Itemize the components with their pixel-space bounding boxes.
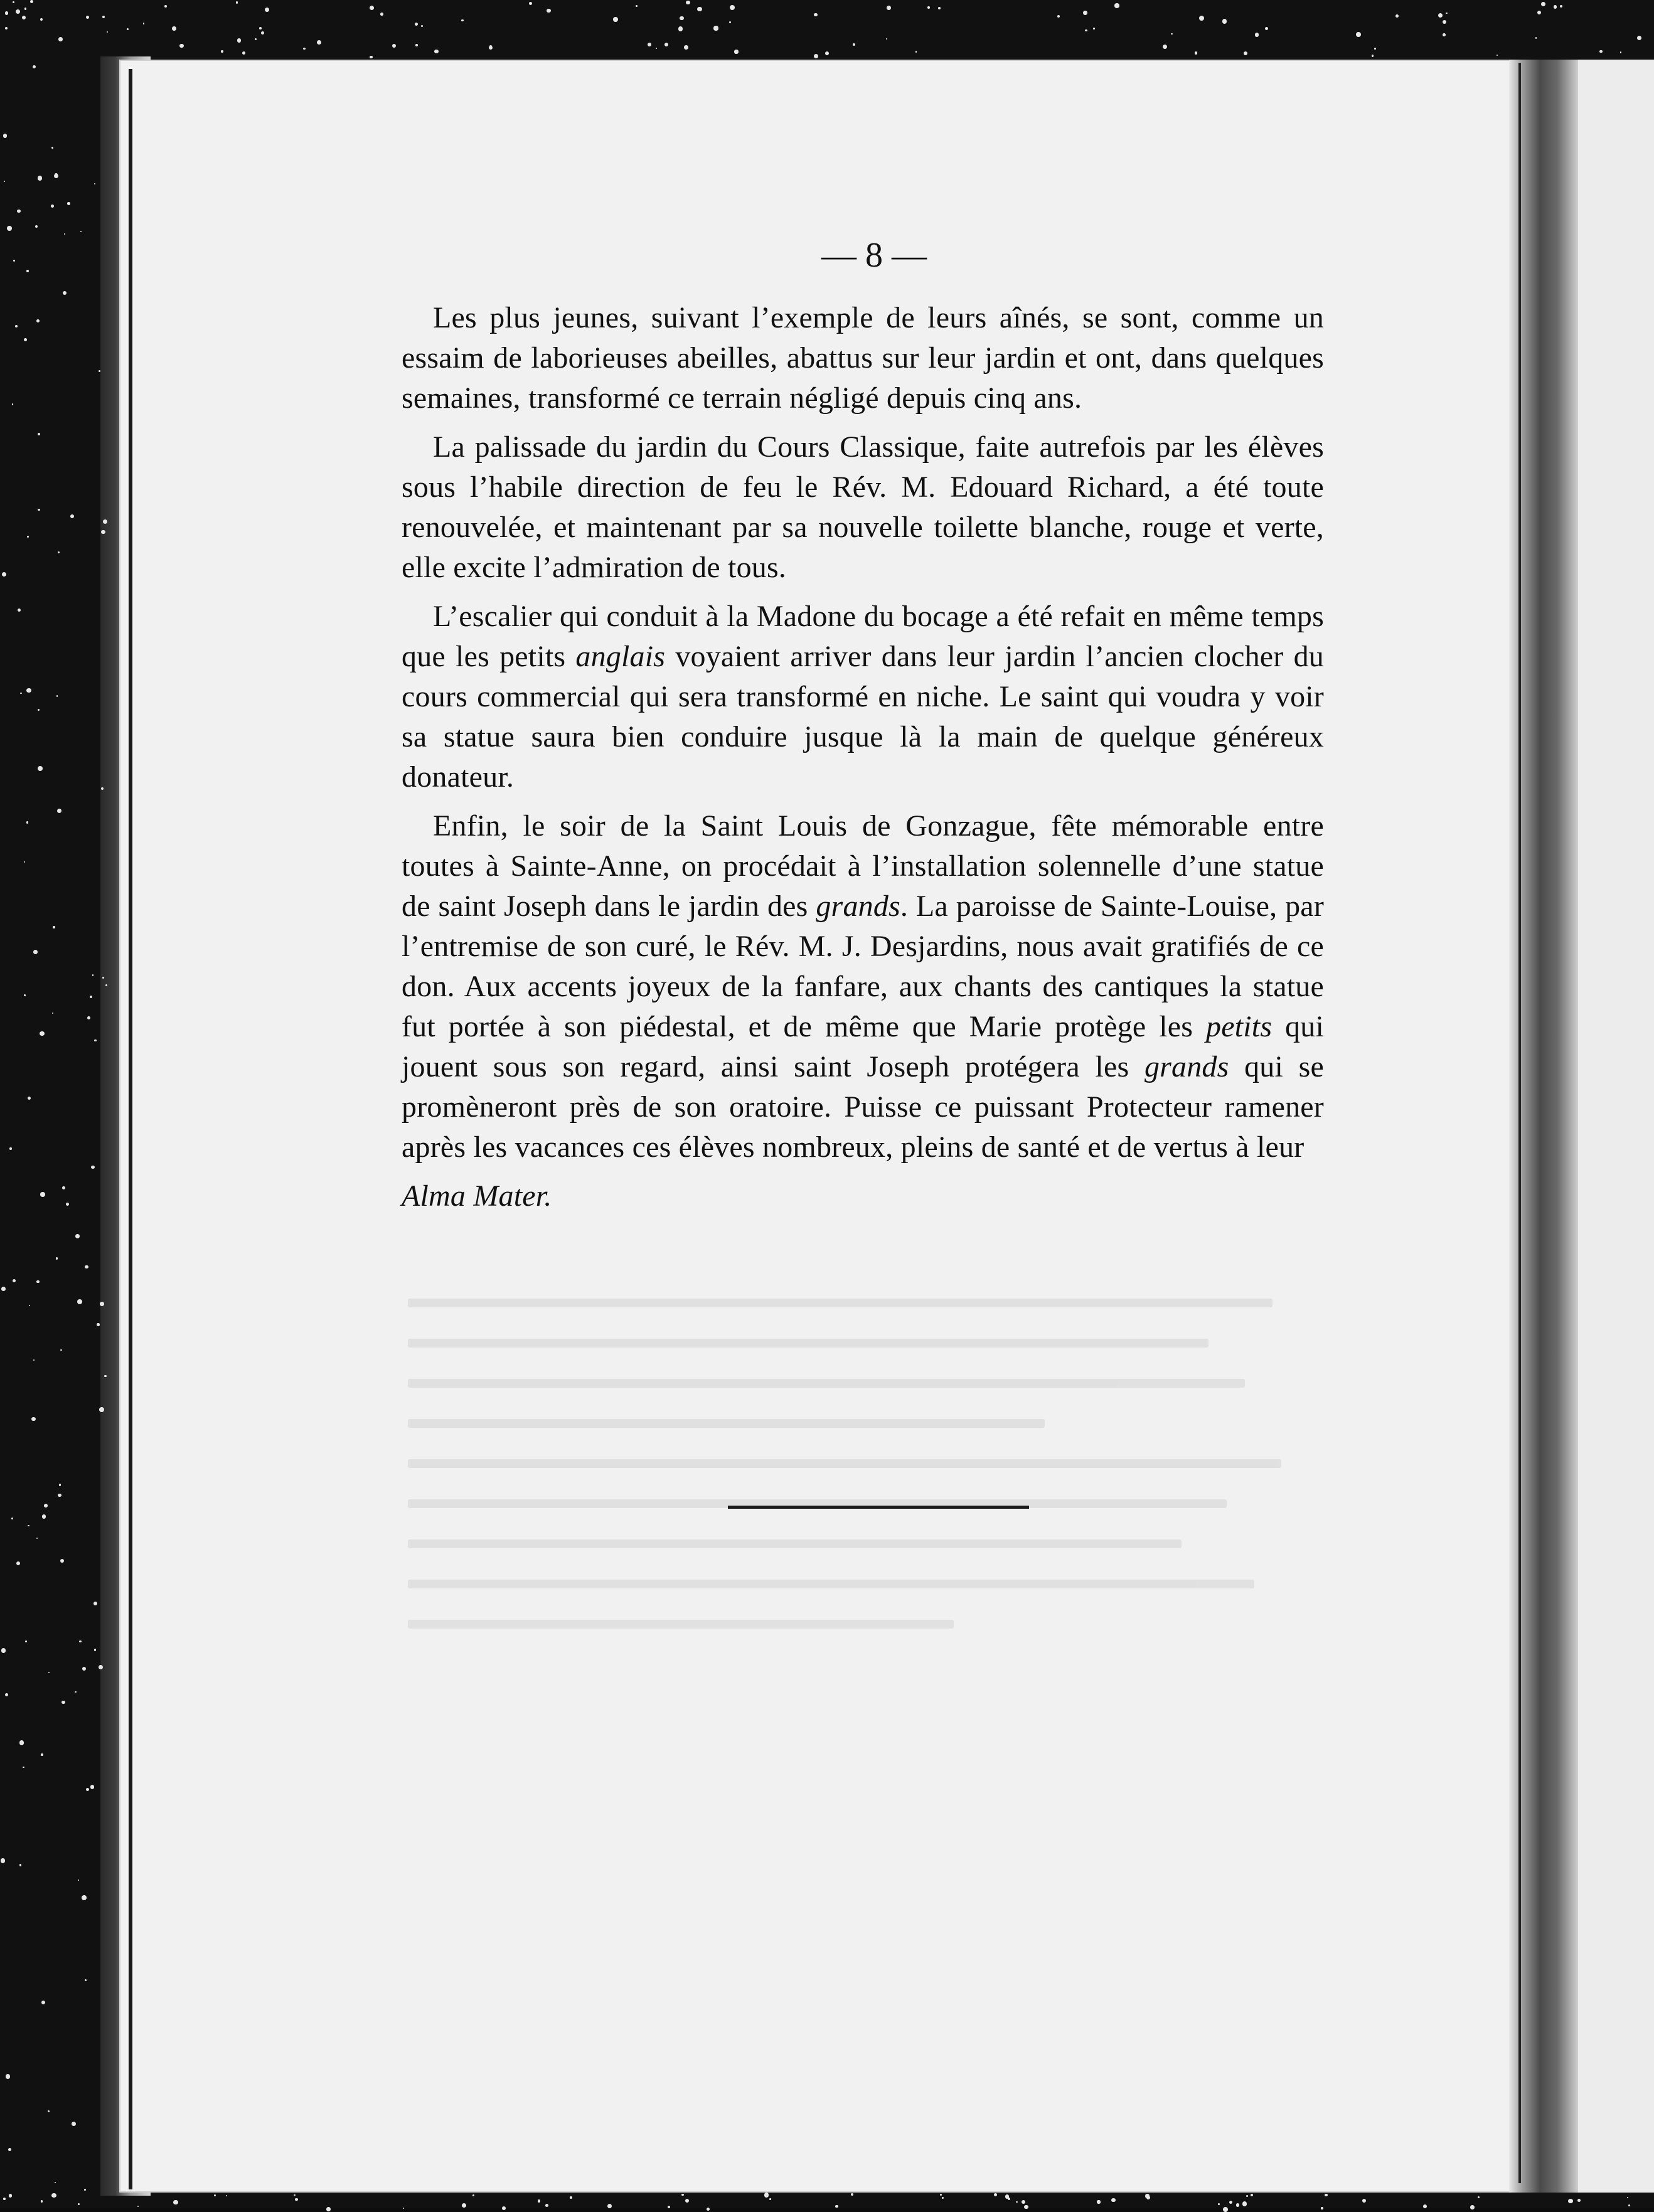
scan-speckle [1114,3,1119,8]
scan-speckle [3,2198,6,2200]
paragraph-saint-joseph-text-3: qui jouent sous son regard, ainsi saint Joseph protégera les [402,1010,1324,1083]
right-page-edge [1518,63,1521,2183]
scan-speckle [1443,33,1446,36]
scan-speckle [58,1494,61,1497]
scan-speckle [164,5,167,8]
scan-speckle [1244,51,1247,55]
scan-speckle [94,1040,96,1041]
scan-speckle [66,1203,69,1206]
scan-speckle [265,8,269,12]
scan-speckle [529,2,532,5]
scan-speckle [58,551,60,553]
scan-speckle [1222,19,1227,24]
scan-speckle [1223,2207,1228,2212]
scan-speckle [236,1,238,3]
scan-speckle [53,926,55,928]
scan-speckle [1372,55,1374,56]
scan-speckle [686,1,690,5]
scan-speckle [1478,2196,1480,2198]
scan-speckle [547,9,551,13]
scan-speckle [1423,2204,1427,2208]
scan-speckle [77,1299,82,1304]
scan-speckle [502,2206,506,2210]
scan-speckle [172,26,176,31]
italic-petits: petits [1206,1010,1273,1043]
scan-speckle [472,2194,474,2196]
scan-speckle [79,1640,81,1642]
scan-speckle [1024,2205,1028,2209]
scan-speckle [55,2182,56,2183]
italic-grands-1: grands [816,890,900,923]
scan-speckle [303,48,306,50]
scan-speckle [104,1375,106,1377]
scan-speckle [853,43,855,46]
paragraph-saint-joseph-text-2: . La paroisse de Sainte-Louise, par l’entremise de son curé, le Rév. M. J. Desjardins, nous avait gratifiés de ce don. Aux accents joyeux de la fanfare, aux chants des cantiques la statue fut portée à son piédestal, et de même que Marie protège les [402,890,1324,1043]
scan-speckle [1568,2199,1573,2204]
paragraph-young-students: Les plus jeunes, suivant l’exemple de leurs aînés, se sont, comme un essaim de laborieuses abeilles, abattus sur leur jardin et ont, dans quelques semaines, transformé ce terrain négligé depuis cinq ans. [402,301,1324,415]
body-text [402,226,1324,1216]
scan-speckle [1145,2194,1149,2198]
scan-speckle [1443,20,1446,24]
scan-speckle [55,173,58,177]
scan-speckle [94,1649,97,1651]
scan-speckle [42,1514,46,1518]
scan-speckle [52,1013,53,1014]
bleed-through-text [408,1267,1318,1660]
scan-speckle [713,26,718,30]
scan-speckle [214,2194,216,2196]
scan-speckle [84,2189,86,2191]
scan-speckle [67,202,70,205]
scan-speckle [434,50,438,53]
scan-speckle [392,44,396,48]
section-divider [728,1506,1029,1509]
scan-speckle [734,50,738,53]
scan-speckle [27,536,29,538]
scan-speckle [22,16,26,19]
scan-speckle [87,1016,90,1019]
scan-speckle [38,766,43,771]
scan-speckle [17,210,21,213]
scan-speckle [259,27,262,29]
scan-speckle [38,709,40,711]
scan-speckle [36,1280,39,1283]
next-page-strip [1578,60,1654,2193]
scan-speckle [56,1257,58,1259]
scan-speckle [462,2203,467,2208]
scan-speckle [636,5,638,7]
scan-speckle [1470,2205,1475,2209]
scan-speckle [51,147,53,149]
scan-speckle [100,1302,104,1306]
scan-speckle [1093,28,1095,29]
scan-speckle [137,2206,139,2207]
scan-speckle [1374,48,1376,50]
scan-speckle [9,1147,11,1149]
scan-speckle [1325,2194,1328,2197]
scan-speckle [51,2193,56,2198]
scan-speckle [40,1031,45,1036]
scan-speckle [221,50,223,52]
scan-speckle [99,1407,104,1412]
scan-speckle [1195,51,1197,54]
scan-speckle [729,21,731,23]
scan-speckle [64,233,65,235]
scan-speckle [613,17,618,22]
scan-speckle [1236,2203,1240,2207]
scan-speckle [915,51,917,53]
scan-speckle [1246,2195,1248,2197]
scan-speckle [545,2204,548,2207]
scan-speckle [415,44,418,46]
scan-speckle [97,1323,99,1326]
paragraph-saint-joseph-text-1: Enfin, le soir de la Saint Louis de Gonzague, fête mémorable entre toutes à Sainte-Anne, on procédait à l’installation solennelle d’une statue de saint Joseph dans le jardin des [402,809,1324,923]
scan-speckle [75,1234,80,1238]
scan-speckle [294,2194,295,2196]
scan-speckle [44,1504,48,1507]
scan-speckle [684,45,688,50]
scan-speckle [326,2207,331,2211]
scan-speckle [1265,27,1268,30]
scan-speckle [179,44,184,48]
scan-speckle [570,2196,572,2198]
scan-speckle [33,1359,35,1361]
scan-speckle [730,5,735,10]
scan-speckle [1356,32,1361,37]
scan-speckle [1016,2201,1017,2203]
scan-speckle [38,176,43,181]
paragraph-staircase-text-1: L’escalier qui conduit à la Madone du bocage a été refait en même temps que les petits [402,600,1324,673]
scan-speckle [12,403,13,405]
scan-speckle [1,1648,6,1652]
scan-speckle [59,1484,61,1486]
scan-speckle [764,2193,769,2197]
scan-speckle [421,25,423,27]
scan-speckle [1541,2,1545,6]
scan-speckle [697,7,702,11]
scan-speckle [30,0,33,3]
scan-speckle [107,31,108,33]
scan-speckle [41,2200,43,2203]
scan-speckle [20,693,21,694]
scan-speckle [48,2110,50,2112]
scan-speckle [105,984,107,986]
closing-alma-mater: Alma Mater. [402,1179,552,1213]
page-number: — 8 — [821,236,927,275]
scan-speckle [26,270,29,272]
italic-grands-2: grands [1144,1050,1229,1083]
scan-speckle [1085,29,1087,31]
paragraph-staircase-text-2: voyaient arriver dans leur jardin l’ancien clocher du cours commercial qui sera transformé en niche. Le saint qui voudra y voir sa statue saura bien conduire jusque là la main de quelque généreux donateur. [402,640,1324,794]
scan-speckle [78,1880,79,1881]
scan-speckle [1199,16,1204,21]
scan-speckle [415,23,418,26]
scan-speckle [102,16,105,18]
paragraph-palisade: La palissade du jardin du Cours Classique, faite autrefois par les élèves sous l’habile direction de feu le Rév. M. Edouard Richard, a été toute renouvelée, et maintenant par sa nouvelle toilette blanche, rouge et verte, elle excite l’admiration de tous. [402,430,1324,584]
scan-speckle [75,1691,77,1693]
italic-anglais: anglais [575,640,666,673]
scan-speckle [237,38,241,42]
scan-speckle [26,688,31,693]
scan-speckle [927,6,929,8]
scan-speckle [41,1753,43,1756]
scan-speckle [825,51,829,55]
scan-speckle [91,1166,94,1169]
scan-speckle [51,205,54,208]
scan-speckle [1097,2200,1100,2203]
scan-speckle [6,2074,11,2079]
scan-speckle [24,8,27,10]
paragraph-saint-joseph [402,806,1324,1167]
scan-speckle [295,2198,298,2201]
paragraph-saint-joseph-text-4: qui se promèneront près de son oratoire. Puisse ce puissant Protecteur ramener après les vacances ces élèves nombreux, pleins de santé et de vertus à leur [402,1050,1324,1164]
scan-speckle [7,226,12,231]
scan-speckle [58,37,63,41]
scan-speckle [19,1740,24,1745]
scan-speckle [887,6,891,10]
scan-speckle [1599,50,1602,53]
scan-speckle [24,338,27,341]
paragraph-staircase [402,597,1324,797]
scan-speckle [5,1693,8,1696]
scan-speckle [40,18,43,21]
scan-speckle [24,994,26,996]
scan-speckle [680,16,684,21]
scan-speckle [380,13,383,16]
scan-speckle [56,695,58,696]
scan-speckle [3,134,7,137]
scan-speckle [1554,5,1557,9]
scan-speckle [769,2198,771,2200]
scan-speckle [101,530,105,534]
scan-speckle [16,9,20,14]
scan-speckle [1242,2201,1247,2206]
scan-speckle [11,1518,13,1519]
scan-speckle [85,1265,88,1269]
scan-speckle [370,56,373,59]
scan-speckle [1,1287,6,1291]
scan-speckle [40,1192,45,1196]
scan-speckle [1438,13,1443,18]
scan-speckle [1446,13,1448,14]
scan-speckle [60,1559,64,1563]
scan-speckle [41,2001,45,2004]
left-page-edge [129,69,132,2189]
scan-speckle [681,2194,683,2196]
scan-speckle [38,433,40,435]
scan-speckle [1535,37,1537,38]
